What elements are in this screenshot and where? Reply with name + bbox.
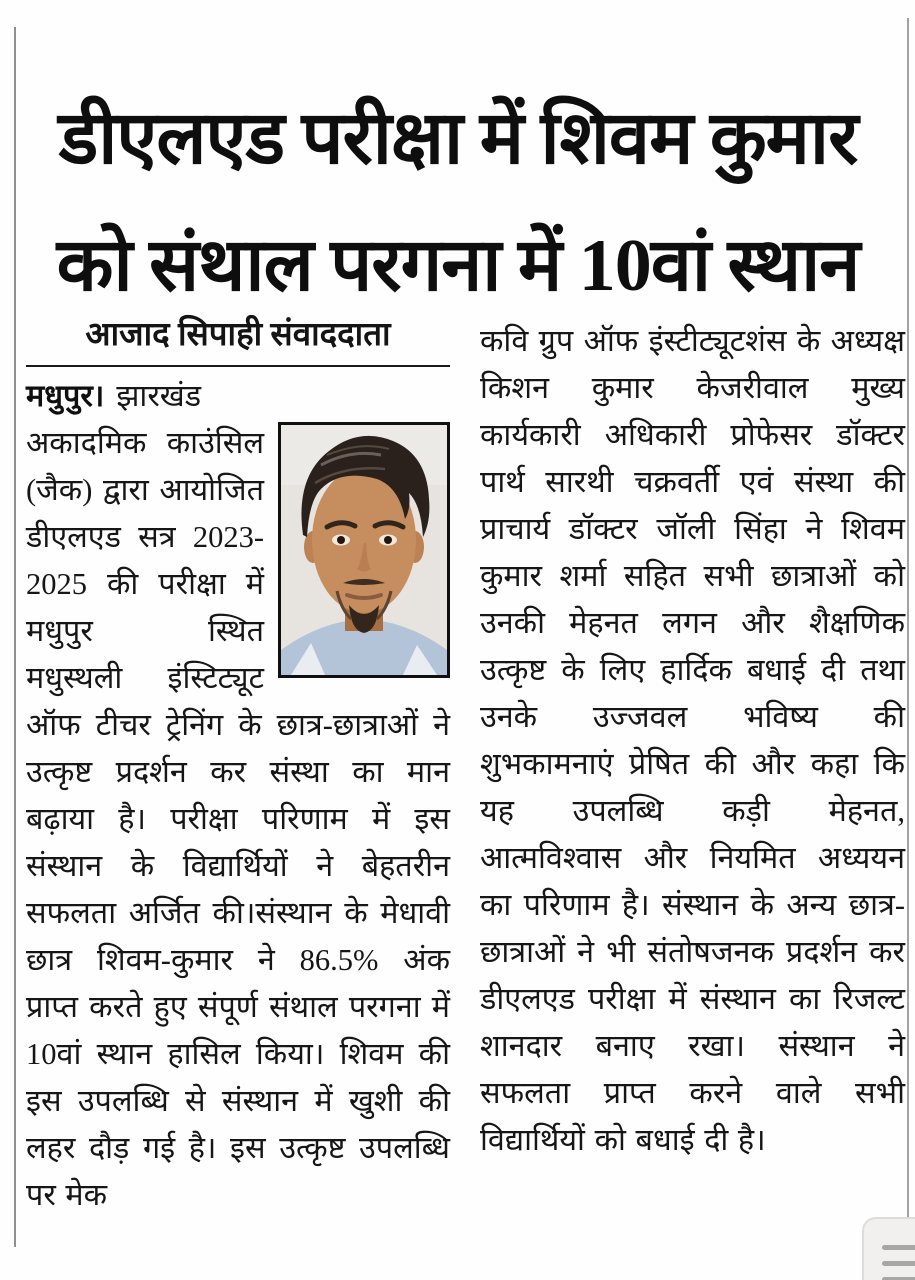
dateline: मधुपुर। xyxy=(26,379,105,413)
hamburger-icon xyxy=(882,1245,915,1280)
menu-button[interactable] xyxy=(862,1217,915,1280)
left-column-text: झारखंड अकादमिक काउंसिल (जैक) द्वारा आयोजित डीएलएड सत्र 2023-2025 की परीक्षा में मधुपुर स्थित मधुस्थली इंस्टिट्यूट ऑफ टीचर ट्रेनिंग के छात्र-छात्राओं ने उत्कृष्ट प्रदर्शन कर संस्था का मान बढ़ाया है। परीक्षा परिणाम में इस संस्थान के विद्यार्थियों ने बेहतरीन सफलता अर्जित की।संस्थान के मेधावी छात्र शिवम-कुमार ने 86.5% अंक प्राप्त करते हुए संपूर्ण संथाल परगना में 10वां स्थान हासिल किया। शिवम की इस उपलब्धि से संस्थान में खुशी की लहर दौड़ गई है। इस उत्कृष्ट उपलब्धि पर मेक xyxy=(26,379,450,1212)
headline-line-1: डीएलएड परीक्षा में शिवम कुमार xyxy=(58,97,858,180)
article-headline xyxy=(24,76,892,330)
byline: आजाद सिपाही संवाददाता xyxy=(26,306,450,367)
portrait-photo-drawing xyxy=(281,425,447,675)
headline-line-2: को संथाल परगना में 10वां स्थान xyxy=(56,224,860,307)
left-column-paragraph xyxy=(26,373,450,1219)
right-column-paragraph: कवि ग्रुप ऑफ इंस्टीट्यूटशंस के अध्यक्ष किशन कुमार केजरीवाल मुख्य कार्यकारी अधिकारी प्रोफेसर डॉक्टर पार्थ सारथी चक्रवर्ती एवं संस्था की प्राचार्य डॉक्टर जॉली सिंहा ने शिवम कुमार शर्मा सहित सभी छात्राओं को उनकी मेहनत लगन और शैक्षणिक उत्कृष्ट के लिए हार्दिक बधाई दी तथा उनके उज्जवल भविष्य की शुभकामनाएं प्रेषित की और कहा कि यह उपलब्धि कड़ी मेहनत, आत्मविश्वास और नियमित अध्ययन का परिणाम है। संस्थान के अन्य छात्र-छात्राओं ने भी संतोषजनक प्रदर्शन कर डीएलएड परीक्षा में संस्थान का रिजल्ट शानदार बनाए रखा। संस्थान ने सफलता प्राप्त करने वाले सभी विद्यार्थियों को बधाई दी है। xyxy=(480,324,905,1157)
right-column xyxy=(452,306,915,1280)
article-body xyxy=(0,306,915,1280)
portrait-photo xyxy=(278,422,450,678)
left-column xyxy=(0,306,452,1280)
